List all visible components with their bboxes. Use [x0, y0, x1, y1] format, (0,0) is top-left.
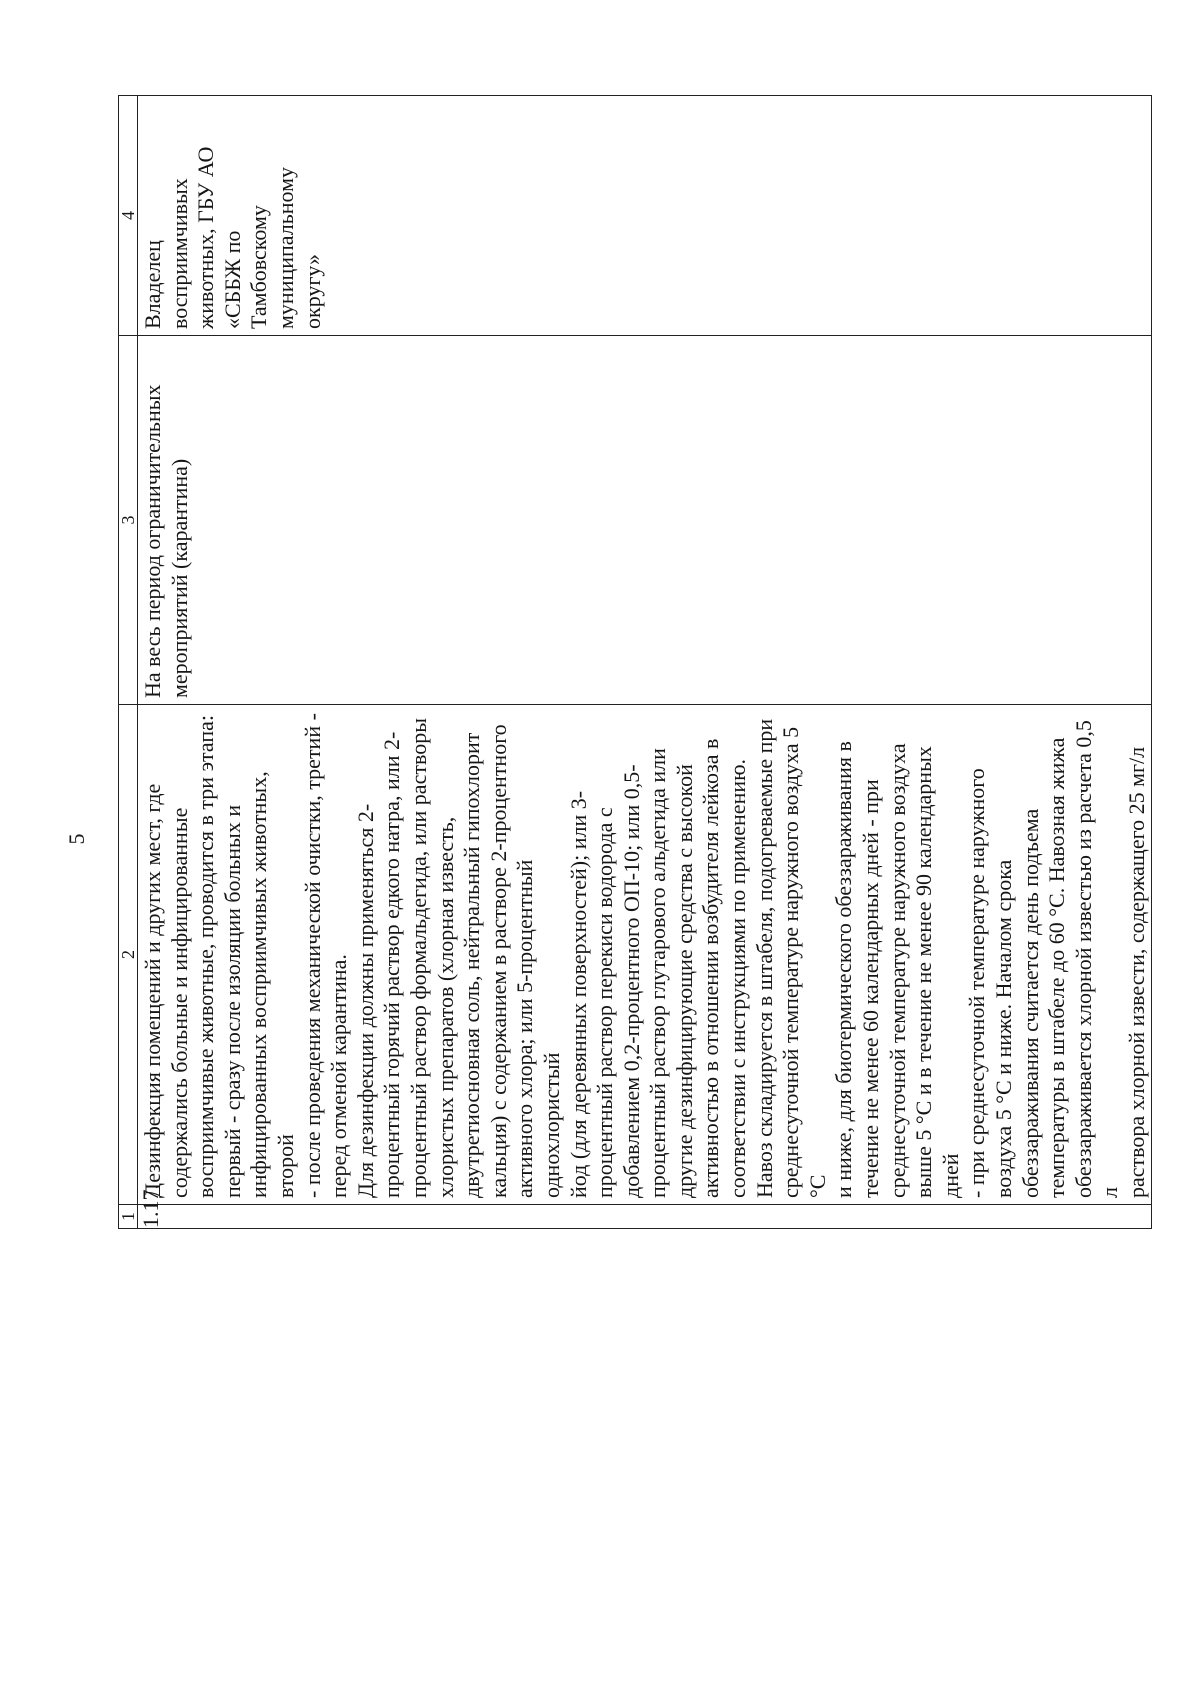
header-col-2: 2 [119, 705, 138, 1205]
table-row [138, 96, 1152, 1229]
measure-text: Дезинфекция помещений и других мест, где содержались больные и инфицированные восприимчивые животные, проводится в три этапа: первый - сразу после изоляции больных и инфицированных восприимчивых животных, второй - после проведения механической очистки, третий - перед отменой карантина. Для дезинфекции должны применяться 2- процентный горячий раствор едкого натра, или 2- процентный раствор формальдегида, или растворы хлористых препаратов (хлорная известь, двутретиосновная соль, нейтральный гипохлорит кальция) с содержанием в растворе 2-процентного активного хлора; или 5-процентный однохлористый йод (для деревянных поверхностей); или 3- процентный раствор перекиси водорода с добавлением 0,2-процентного ОП-10; или 0,5- процентный раствор глутарового альдегида или другие дезинфицирующие средства с высокой активностью в отношении возбудителя лейкоза в соответствии с инструкциями по применению. Навоз складируется в штабеля, подогреваемые при среднесуточной температуре наружного воздуха 5 °С и ниже, для биотермического обеззараживания в течение не менее 60 календарных дней - при среднесуточной температуре наружного воздуха выше 5 °С и в течение не менее 90 календарных дней - при среднесуточной температуре наружного воздуха 5 °С и ниже. Началом срока обеззараживания считается день подъема температуры в штабеле до 60 °С. Навозная жижа обеззараживается хлорной известью из расчета 0,5 л раствора хлорной извести, содержащего 25 мг/л [140, 713, 1149, 1198]
measures-table [118, 95, 1152, 1229]
row-number: 1.17. [138, 1205, 1152, 1229]
period-text: На весь период ограничительных мероприятий (карантина) [140, 384, 192, 698]
responsible-cell [138, 96, 1152, 336]
header-col-3: 3 [119, 336, 138, 705]
period-cell [138, 336, 1152, 705]
header-col-1: 1 [119, 1205, 138, 1229]
header-col-4: 4 [119, 96, 138, 336]
page-number: 5 [64, 833, 89, 845]
measure-cell [138, 705, 1152, 1205]
responsible-text: Владелец восприимчивых животных, ГБУ АО «СББЖ по Тамбовскому муниципальному округу» [140, 146, 325, 329]
rotated-table-wrapper [118, 96, 1149, 1229]
table-header-row [119, 96, 138, 1229]
